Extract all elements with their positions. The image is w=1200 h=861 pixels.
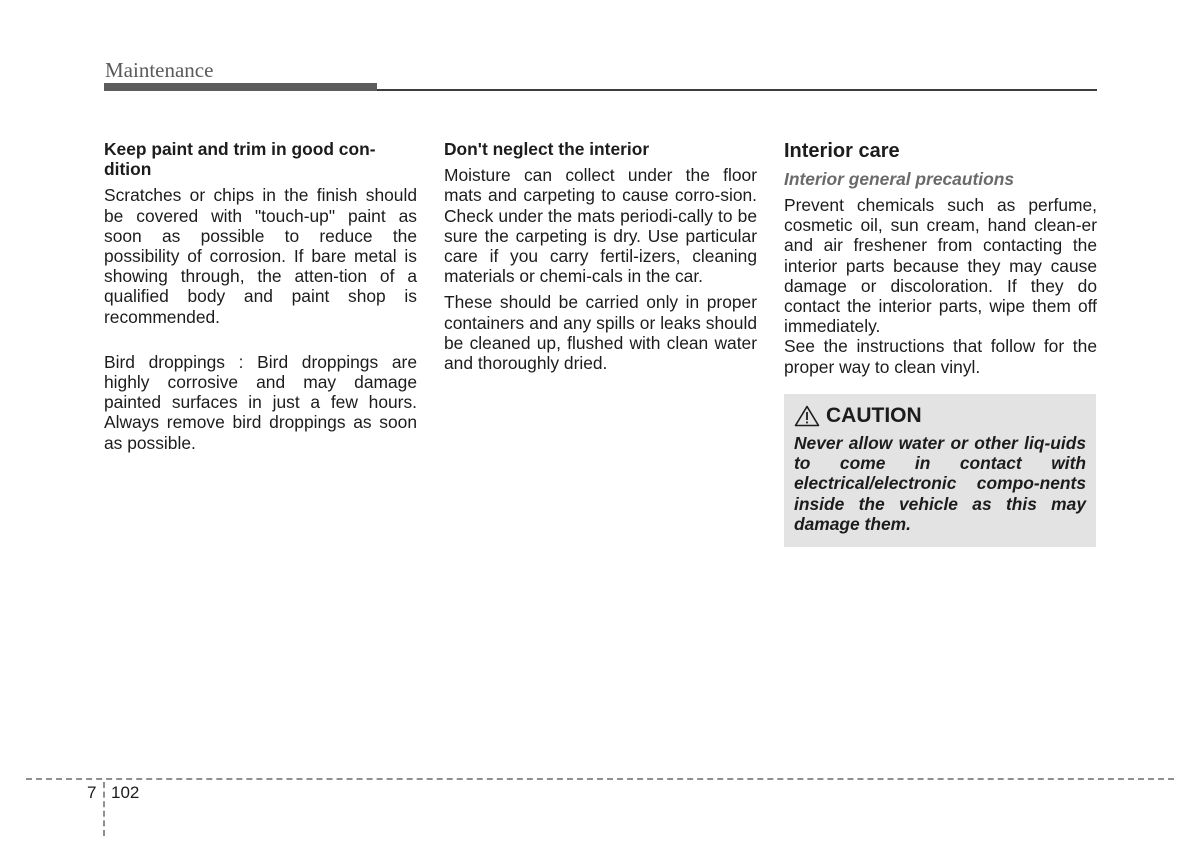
containers-paragraph: These should be carried only in proper containers and any spills or leaks should be cleaned up, flushed with clean water and thoroughly dried. xyxy=(444,292,757,374)
column-2 xyxy=(444,139,757,373)
caution-text: Never allow water or other liq-uids to come in contact with electrical/electronic compo-nents inside the vehicle as this may damage them. xyxy=(794,433,1086,534)
header-title: Maintenance xyxy=(105,58,214,82)
bird-droppings-paragraph: Bird droppings : Bird droppings are highly corrosive and may damage painted surfaces in just a few hours. Always remove bird droppings as soon as possible. xyxy=(104,351,417,453)
caution-label: CAUTION xyxy=(826,404,922,427)
interior-precautions-subtitle: Interior general precautions xyxy=(784,169,1015,189)
footer-dashed-divider xyxy=(103,782,105,836)
page-number: 102 xyxy=(111,783,140,802)
moisture-paragraph: Moisture can collect under the floor mats and carpeting to cause corro-sion. Check under the mats periodi-cally to be sure the carpeting is dry. Use particular care if you carry fertil-izers, cleaning materials or chemi-cals in the car. xyxy=(444,165,757,287)
header-rule-accent xyxy=(104,83,377,91)
chapter-number: 7 xyxy=(87,783,97,802)
caution-header xyxy=(794,404,1086,428)
paint-trim-heading: Keep paint and trim in good con-dition xyxy=(104,139,376,180)
chemicals-paragraph: Prevent chemicals such as perfume, cosmetic oil, sun cream, hand clean-er and air freshener from contacting the interior parts because they may cause damage or discoloration. If they do contact the interior parts, wipe them off immediately. xyxy=(784,195,1097,337)
vinyl-paragraph: See the instructions that follow for the proper way to clean vinyl. xyxy=(784,336,1097,377)
paint-trim-paragraph: Scratches or chips in the finish should be covered with "touch-up" paint as soon as possible to reduce the possibility of corrosion. If bare metal is showing through, the atten-tion of a qualified body and paint shop is recommended. xyxy=(104,185,417,327)
column-1 xyxy=(104,139,417,453)
footer-dashed-rule xyxy=(26,778,1174,780)
warning-triangle-icon xyxy=(794,405,820,427)
column-3 xyxy=(784,139,1097,377)
interior-care-title: Interior care xyxy=(784,140,900,162)
caution-box xyxy=(784,394,1096,547)
interior-neglect-heading: Don't neglect the interior xyxy=(444,139,650,159)
